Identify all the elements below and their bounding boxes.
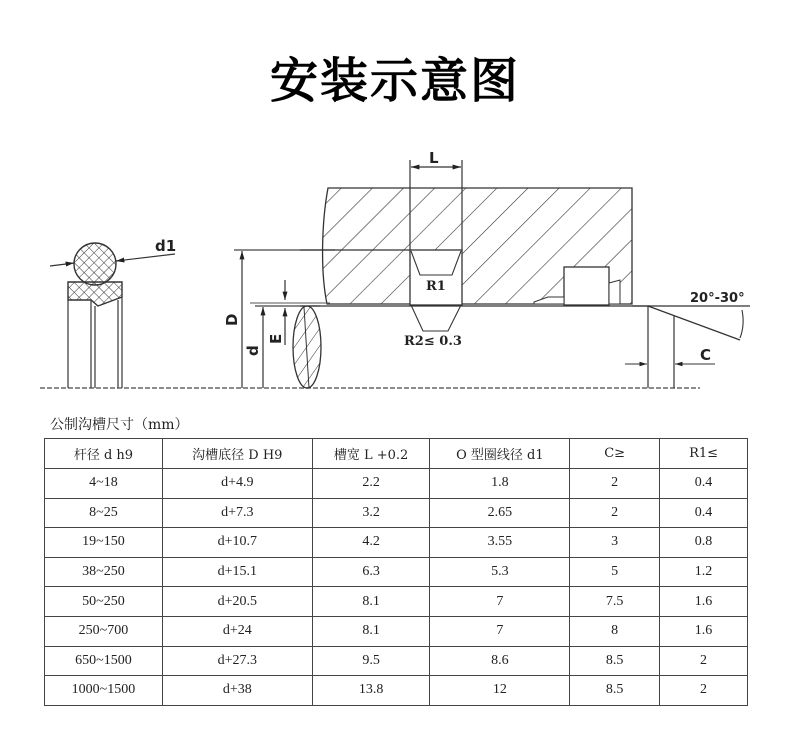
- R2-label: R2≤ 0.3: [404, 334, 462, 349]
- cell: 3: [570, 528, 660, 558]
- cell: 7.5: [570, 587, 660, 617]
- cell: 7: [430, 587, 570, 617]
- angle-label: 20°-30°: [690, 291, 745, 306]
- chamfer-detail: [625, 291, 750, 388]
- header-oring-section: O 型圈线径 d1: [430, 439, 570, 469]
- d-label: d: [244, 345, 262, 356]
- cell: 250~700: [45, 616, 163, 646]
- table-header-row: [45, 439, 748, 469]
- groove-dimension-table: [44, 438, 748, 706]
- E-label: E: [267, 333, 285, 344]
- cell: 8~25: [45, 498, 163, 528]
- table-row: [45, 676, 748, 706]
- cell: 9.5: [312, 646, 430, 676]
- cell: 1.2: [660, 557, 748, 587]
- cell: 2.65: [430, 498, 570, 528]
- table-row: [45, 616, 748, 646]
- cell: 8.5: [570, 646, 660, 676]
- cell: 4.2: [312, 528, 430, 558]
- cell: 38~250: [45, 557, 163, 587]
- cell: 0.4: [660, 469, 748, 499]
- page-title: 安装示意图: [269, 53, 520, 109]
- housing-block: [300, 188, 632, 305]
- header-groove-width: 槽宽 L +0.2: [312, 439, 430, 469]
- header-rod-diameter: 杆径 d h9: [45, 439, 163, 469]
- L-label: L: [429, 149, 439, 167]
- cell: 1.6: [660, 616, 748, 646]
- cell: 1000~1500: [45, 676, 163, 706]
- table-caption: 公制沟槽尺寸（mm）: [50, 417, 189, 433]
- cell: 19~150: [45, 528, 163, 558]
- R1-label: R1: [426, 279, 446, 294]
- cell: d+27.3: [162, 646, 312, 676]
- cell: d+38: [162, 676, 312, 706]
- table-row: [45, 646, 748, 676]
- table-row: [45, 587, 748, 617]
- header-chamfer: C≥: [570, 439, 660, 469]
- cell: 8.5: [570, 676, 660, 706]
- table-row: [45, 557, 748, 587]
- cell: d+10.7: [162, 528, 312, 558]
- cell: 2: [570, 469, 660, 499]
- cell: 2: [660, 646, 748, 676]
- cell: 0.4: [660, 498, 748, 528]
- cell: 0.8: [660, 528, 748, 558]
- cell: 8.1: [312, 616, 430, 646]
- cell: 13.8: [312, 676, 430, 706]
- cell: d+4.9: [162, 469, 312, 499]
- cell: d+24: [162, 616, 312, 646]
- cell: 5.3: [430, 557, 570, 587]
- cell: 1.6: [660, 587, 748, 617]
- o-ring-cross-section: [74, 243, 116, 285]
- dimensions-left: [223, 250, 335, 388]
- cell: 2: [660, 676, 748, 706]
- table-row: [45, 469, 748, 499]
- cell: 50~250: [45, 587, 163, 617]
- cell: 7: [430, 616, 570, 646]
- header-groove-diameter: 沟槽底径 D H9: [162, 439, 312, 469]
- cell: 8.6: [430, 646, 570, 676]
- cell: 8: [570, 616, 660, 646]
- cell: 5: [570, 557, 660, 587]
- rod-section-oval: [293, 306, 321, 388]
- header-radius: R1≤: [660, 439, 748, 469]
- cell: 3.2: [312, 498, 430, 528]
- cell: 3.55: [430, 528, 570, 558]
- cell: 1.8: [430, 469, 570, 499]
- cell: 650~1500: [45, 646, 163, 676]
- cell: 12: [430, 676, 570, 706]
- cell: 2.2: [312, 469, 430, 499]
- cell: d+15.1: [162, 557, 312, 587]
- cell: d+7.3: [162, 498, 312, 528]
- installation-diagram: [0, 140, 790, 405]
- cell: 2: [570, 498, 660, 528]
- cell: 4~18: [45, 469, 163, 499]
- cell: d+20.5: [162, 587, 312, 617]
- cell: 6.3: [312, 557, 430, 587]
- cell: 8.1: [312, 587, 430, 617]
- C-label: C: [700, 346, 712, 364]
- D-label: D: [223, 313, 241, 326]
- d1-label: d1: [155, 237, 177, 255]
- table-row: [45, 528, 748, 558]
- groove: [410, 250, 462, 305]
- backup-ring: [68, 282, 122, 306]
- o-ring-detail: [50, 237, 176, 388]
- table-row: [45, 498, 748, 528]
